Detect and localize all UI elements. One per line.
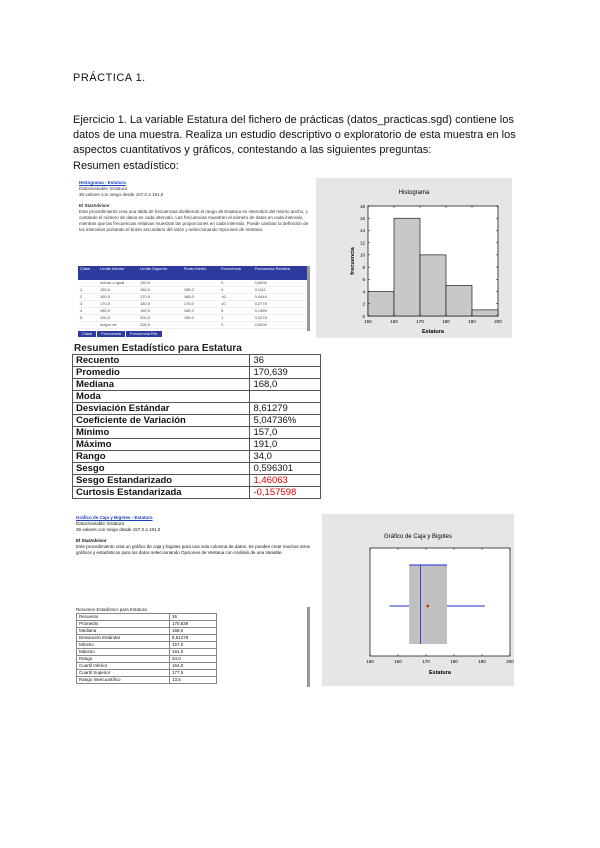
stat-value	[250, 391, 321, 403]
table-cell: 0,0000	[253, 280, 308, 287]
table-caption: Resumen Estadístico para Estatura	[76, 607, 147, 612]
tab[interactable]: Frecuencia Rel.	[126, 331, 162, 337]
table-cell: 150,0	[98, 287, 138, 294]
table-cell: 155,0	[182, 287, 219, 294]
freq-header[interactable]: Frecuencia	[219, 266, 252, 280]
table-row	[77, 642, 217, 649]
x-tick-label: 150	[366, 659, 374, 664]
freq-header[interactable]: Límite Superior	[138, 266, 182, 280]
stat-label: Mínimo	[77, 642, 170, 649]
stat-value: 36	[170, 614, 217, 621]
x-tick-label: 160	[394, 659, 402, 664]
stat-label: Máximo	[77, 649, 170, 656]
x-axis-label: Estatura	[421, 329, 445, 335]
stats-caption: Resumen Estadístico para Estatura	[72, 343, 321, 354]
panel-title[interactable]: Histograma - Estatura	[79, 180, 126, 185]
boxplot-output-panel	[74, 513, 314, 688]
table-cell: menor o igual	[98, 280, 138, 287]
histogram-bar	[420, 255, 446, 316]
stats-row	[73, 439, 321, 451]
stats-row	[73, 427, 321, 439]
table-row	[77, 656, 217, 663]
stat-label: Sesgo	[73, 463, 250, 475]
histogram-panel	[316, 178, 512, 338]
y-tick-label: 14	[359, 228, 365, 234]
stat-value: 1,46063	[250, 475, 321, 487]
stat-label: Rango	[73, 451, 250, 463]
y-tick-label: 0	[362, 313, 365, 319]
boxplot-panel	[322, 514, 514, 686]
stat-value: 164,0	[170, 663, 217, 670]
x-tick-label: 180	[442, 319, 450, 324]
stats-row	[73, 403, 321, 415]
freq-header[interactable]: Punto Medio	[182, 266, 219, 280]
table-cell: 5	[219, 308, 252, 315]
table-cell: 200,0	[138, 315, 182, 322]
table-row	[77, 628, 217, 635]
table-cell: 1	[78, 287, 98, 294]
table-cell: 3	[78, 301, 98, 308]
statadvisor-text: Este procedimiento crea un gráfico de caja y bigotes para una sola columna de datos. Se pueden crear muchos otros gráficos y estadísticos para los datos seleccionando Opciones de Ventana con Análisis de una Variable.	[76, 544, 310, 555]
page-heading: PRÁCTICA 1.	[73, 72, 146, 84]
histogram-bar	[368, 292, 394, 316]
table-cell: 190,0	[138, 308, 182, 315]
paragraph-line: aspectos cuantitativos y gráficos, contestando a las siguientes preguntas:	[73, 144, 432, 156]
frequency-table	[78, 266, 308, 329]
stat-label: Máximo	[73, 439, 250, 451]
statadvisor-title: El StatAdvisor	[79, 203, 110, 208]
table-cell: 2	[78, 294, 98, 301]
y-tick-label: 6	[362, 277, 365, 283]
table-cell	[78, 322, 98, 329]
stat-label: Cuartil Inferior	[77, 663, 170, 670]
table-row	[77, 649, 217, 656]
stat-label: Coeficiente de Variación	[73, 415, 250, 427]
table-cell: 160,0	[138, 287, 182, 294]
x-tick-label: 180	[450, 659, 458, 664]
x-tick-label: 190	[478, 659, 486, 664]
stat-label: Mínimo	[73, 427, 250, 439]
stat-label: Mediana	[73, 379, 250, 391]
stat-value: 13,5	[170, 677, 217, 684]
table-cell: 0,2778	[253, 301, 308, 308]
statadvisor-title: El StatAdvisor	[76, 538, 107, 543]
y-axis-label: frecuencia	[350, 247, 356, 275]
x-tick-label: 170	[422, 659, 430, 664]
stat-value: 34,0	[250, 451, 321, 463]
table-row	[77, 635, 217, 642]
stats-row	[73, 367, 321, 379]
histogram-output-panel	[75, 178, 313, 338]
table-cell: mayor de	[98, 322, 138, 329]
summary-stats-table	[72, 343, 321, 499]
scrollbar[interactable]	[307, 607, 310, 687]
stats-row	[73, 379, 321, 391]
stat-value: 168,0	[250, 379, 321, 391]
table-cell: 16	[219, 294, 252, 301]
table-row	[78, 301, 308, 308]
table-cell: 10	[219, 301, 252, 308]
panel-title[interactable]: Gráfico de Caja y Bigotes - Estatura	[76, 515, 153, 520]
stat-label: Sesgo Estandarizado	[73, 475, 250, 487]
table-cell: 0,0000	[253, 322, 308, 329]
stat-value: 170,639	[170, 621, 217, 628]
stat-value: 34,0	[170, 656, 217, 663]
stat-value: 8,61279	[250, 403, 321, 415]
table-cell: 180,0	[138, 301, 182, 308]
table-cell: 150,0	[138, 280, 182, 287]
stat-value: 5,04736%	[250, 415, 321, 427]
table-row	[77, 614, 217, 621]
stat-label: Desviación Estándar	[73, 403, 250, 415]
stats-row	[73, 391, 321, 403]
table-cell: 5	[78, 315, 98, 322]
table-cell: 4	[78, 308, 98, 315]
boxplot-stats-table	[76, 607, 217, 684]
x-tick-label: 190	[468, 319, 476, 324]
stat-label: Recuento	[73, 355, 250, 367]
table-cell: 175,0	[182, 301, 219, 308]
table-row	[78, 294, 308, 301]
table-row	[78, 308, 308, 315]
freq-header[interactable]: Frecuencia Relativa	[253, 266, 308, 280]
x-tick-label: 150	[364, 319, 372, 324]
stat-label: Moda	[73, 391, 250, 403]
stat-label: Promedio	[73, 367, 250, 379]
stats-row	[73, 487, 321, 499]
stat-label: Rango Intercuartílico	[77, 677, 170, 684]
stat-value: 36	[250, 355, 321, 367]
x-tick-label: 160	[390, 319, 398, 324]
x-tick-label: 170	[416, 319, 424, 324]
histogram-bar	[472, 310, 498, 316]
stats-row	[73, 475, 321, 487]
boxplot-title: Gráfico de Caja y Bigotes	[383, 534, 453, 540]
table-cell: 170,0	[98, 301, 138, 308]
stat-label: Recuento	[77, 614, 170, 621]
y-tick-label: 12	[359, 240, 365, 246]
stat-value: 0,596301	[250, 463, 321, 475]
stat-label: Cuartil Superior	[77, 670, 170, 677]
data-variable: Datos/variable: Estatura	[79, 186, 128, 191]
paragraph-line: datos de una muestra. Realiza un estudio descriptivo o exploratorio de esta muestra en los	[73, 129, 516, 141]
table-cell: 190,0	[98, 315, 138, 322]
range-line: 36 valores con rango desde 157,0 a 191,0	[76, 527, 161, 532]
stat-value: 157,0	[170, 642, 217, 649]
table-cell: 195,0	[182, 315, 219, 322]
table-cell	[182, 322, 219, 329]
mean-marker	[426, 605, 429, 608]
table-cell: 0,0278	[253, 315, 308, 322]
table-row	[78, 287, 308, 294]
y-tick-label: 8	[362, 264, 365, 270]
y-tick-label: 18	[359, 203, 365, 209]
table-cell: 200,0	[138, 322, 182, 329]
tab[interactable]: Clase	[78, 331, 96, 337]
statadvisor-text: Este procedimiento crea una tabla de frecuencias dividiendo el rango de Estatura en intervalos del mismo ancho, y contando el número de datos en cada intervalo. Las frecuencias muestran el número de datos en cada intervalo, mientras que las frecuencias relativas muestran las proporciones en cada intervalo. Puede cambiar la definición de los intervalos pulsando el botón secundario del ratón y seleccionando Opciones de Ventana.	[79, 209, 309, 232]
table-cell: 1	[219, 315, 252, 322]
data-variable: Datos/variable: Estatura	[76, 521, 125, 526]
stats-row	[73, 415, 321, 427]
y-tick-label: 2	[362, 301, 365, 307]
histogram-chart	[316, 178, 512, 338]
stat-value: 170,639	[250, 367, 321, 379]
histogram-bar	[394, 218, 420, 316]
table-cell: 160,0	[98, 294, 138, 301]
stats-row	[73, 463, 321, 475]
table-row	[77, 677, 217, 684]
table-row	[77, 670, 217, 677]
table-cell: 4	[219, 287, 252, 294]
stat-label: Mediana	[77, 628, 170, 635]
table-cell: 0	[219, 280, 252, 287]
stats-row	[73, 355, 321, 367]
table-cell: 170,0	[138, 294, 182, 301]
scrollbar[interactable]	[307, 266, 310, 331]
y-tick-label: 4	[362, 289, 365, 295]
paragraph-line: Ejercicio 1. La variable Estatura del fichero de prácticas (datos_practicas.sgd) contiene los	[73, 114, 514, 126]
stat-label: Curtosis Estandarizada	[73, 487, 250, 499]
histogram-title: Histograma	[398, 190, 430, 196]
freq-header[interactable]: Clase	[78, 266, 98, 280]
stats-row	[73, 451, 321, 463]
stat-value: 8,61279	[170, 635, 217, 642]
table-cell: 185,0	[182, 308, 219, 315]
x-axis-label: Estatura	[428, 670, 452, 676]
table-cell: 0	[219, 322, 252, 329]
summary-subheading: Resumen estadístico:	[73, 160, 179, 172]
stat-value: -0,157598	[250, 487, 321, 499]
stat-value: 191,0	[170, 649, 217, 656]
table-cell: 0,1111	[253, 287, 308, 294]
stat-label: Promedio	[77, 621, 170, 628]
table-row	[77, 663, 217, 670]
stat-label: Rango	[77, 656, 170, 663]
table-row	[78, 315, 308, 322]
stat-value: 191,0	[250, 439, 321, 451]
y-tick-label: 10	[359, 252, 365, 258]
table-cell: 180,0	[98, 308, 138, 315]
tab[interactable]: Frecuencia	[97, 331, 125, 337]
stat-value: 168,0	[170, 628, 217, 635]
table-cell: 0,1389	[253, 308, 308, 315]
x-tick-label: 200	[506, 659, 514, 664]
table-row	[77, 621, 217, 628]
box	[409, 565, 447, 644]
y-tick-label: 16	[359, 216, 365, 222]
range-line: 36 valores con rango desde 157,0 a 191,0	[79, 192, 164, 197]
stat-label: Desviación Estándar	[77, 635, 170, 642]
table-cell: 165,0	[182, 294, 219, 301]
freq-header[interactable]: Límite Inferior	[98, 266, 138, 280]
boxplot-chart	[322, 514, 514, 686]
histogram-bar	[446, 285, 472, 316]
x-tick-label: 200	[494, 319, 502, 324]
exercise-paragraph	[73, 113, 533, 158]
output-tabs	[78, 331, 163, 337]
stat-value: 177,5	[170, 670, 217, 677]
stat-value: 157,0	[250, 427, 321, 439]
table-cell: 0,4444	[253, 294, 308, 301]
table-row	[78, 322, 308, 329]
